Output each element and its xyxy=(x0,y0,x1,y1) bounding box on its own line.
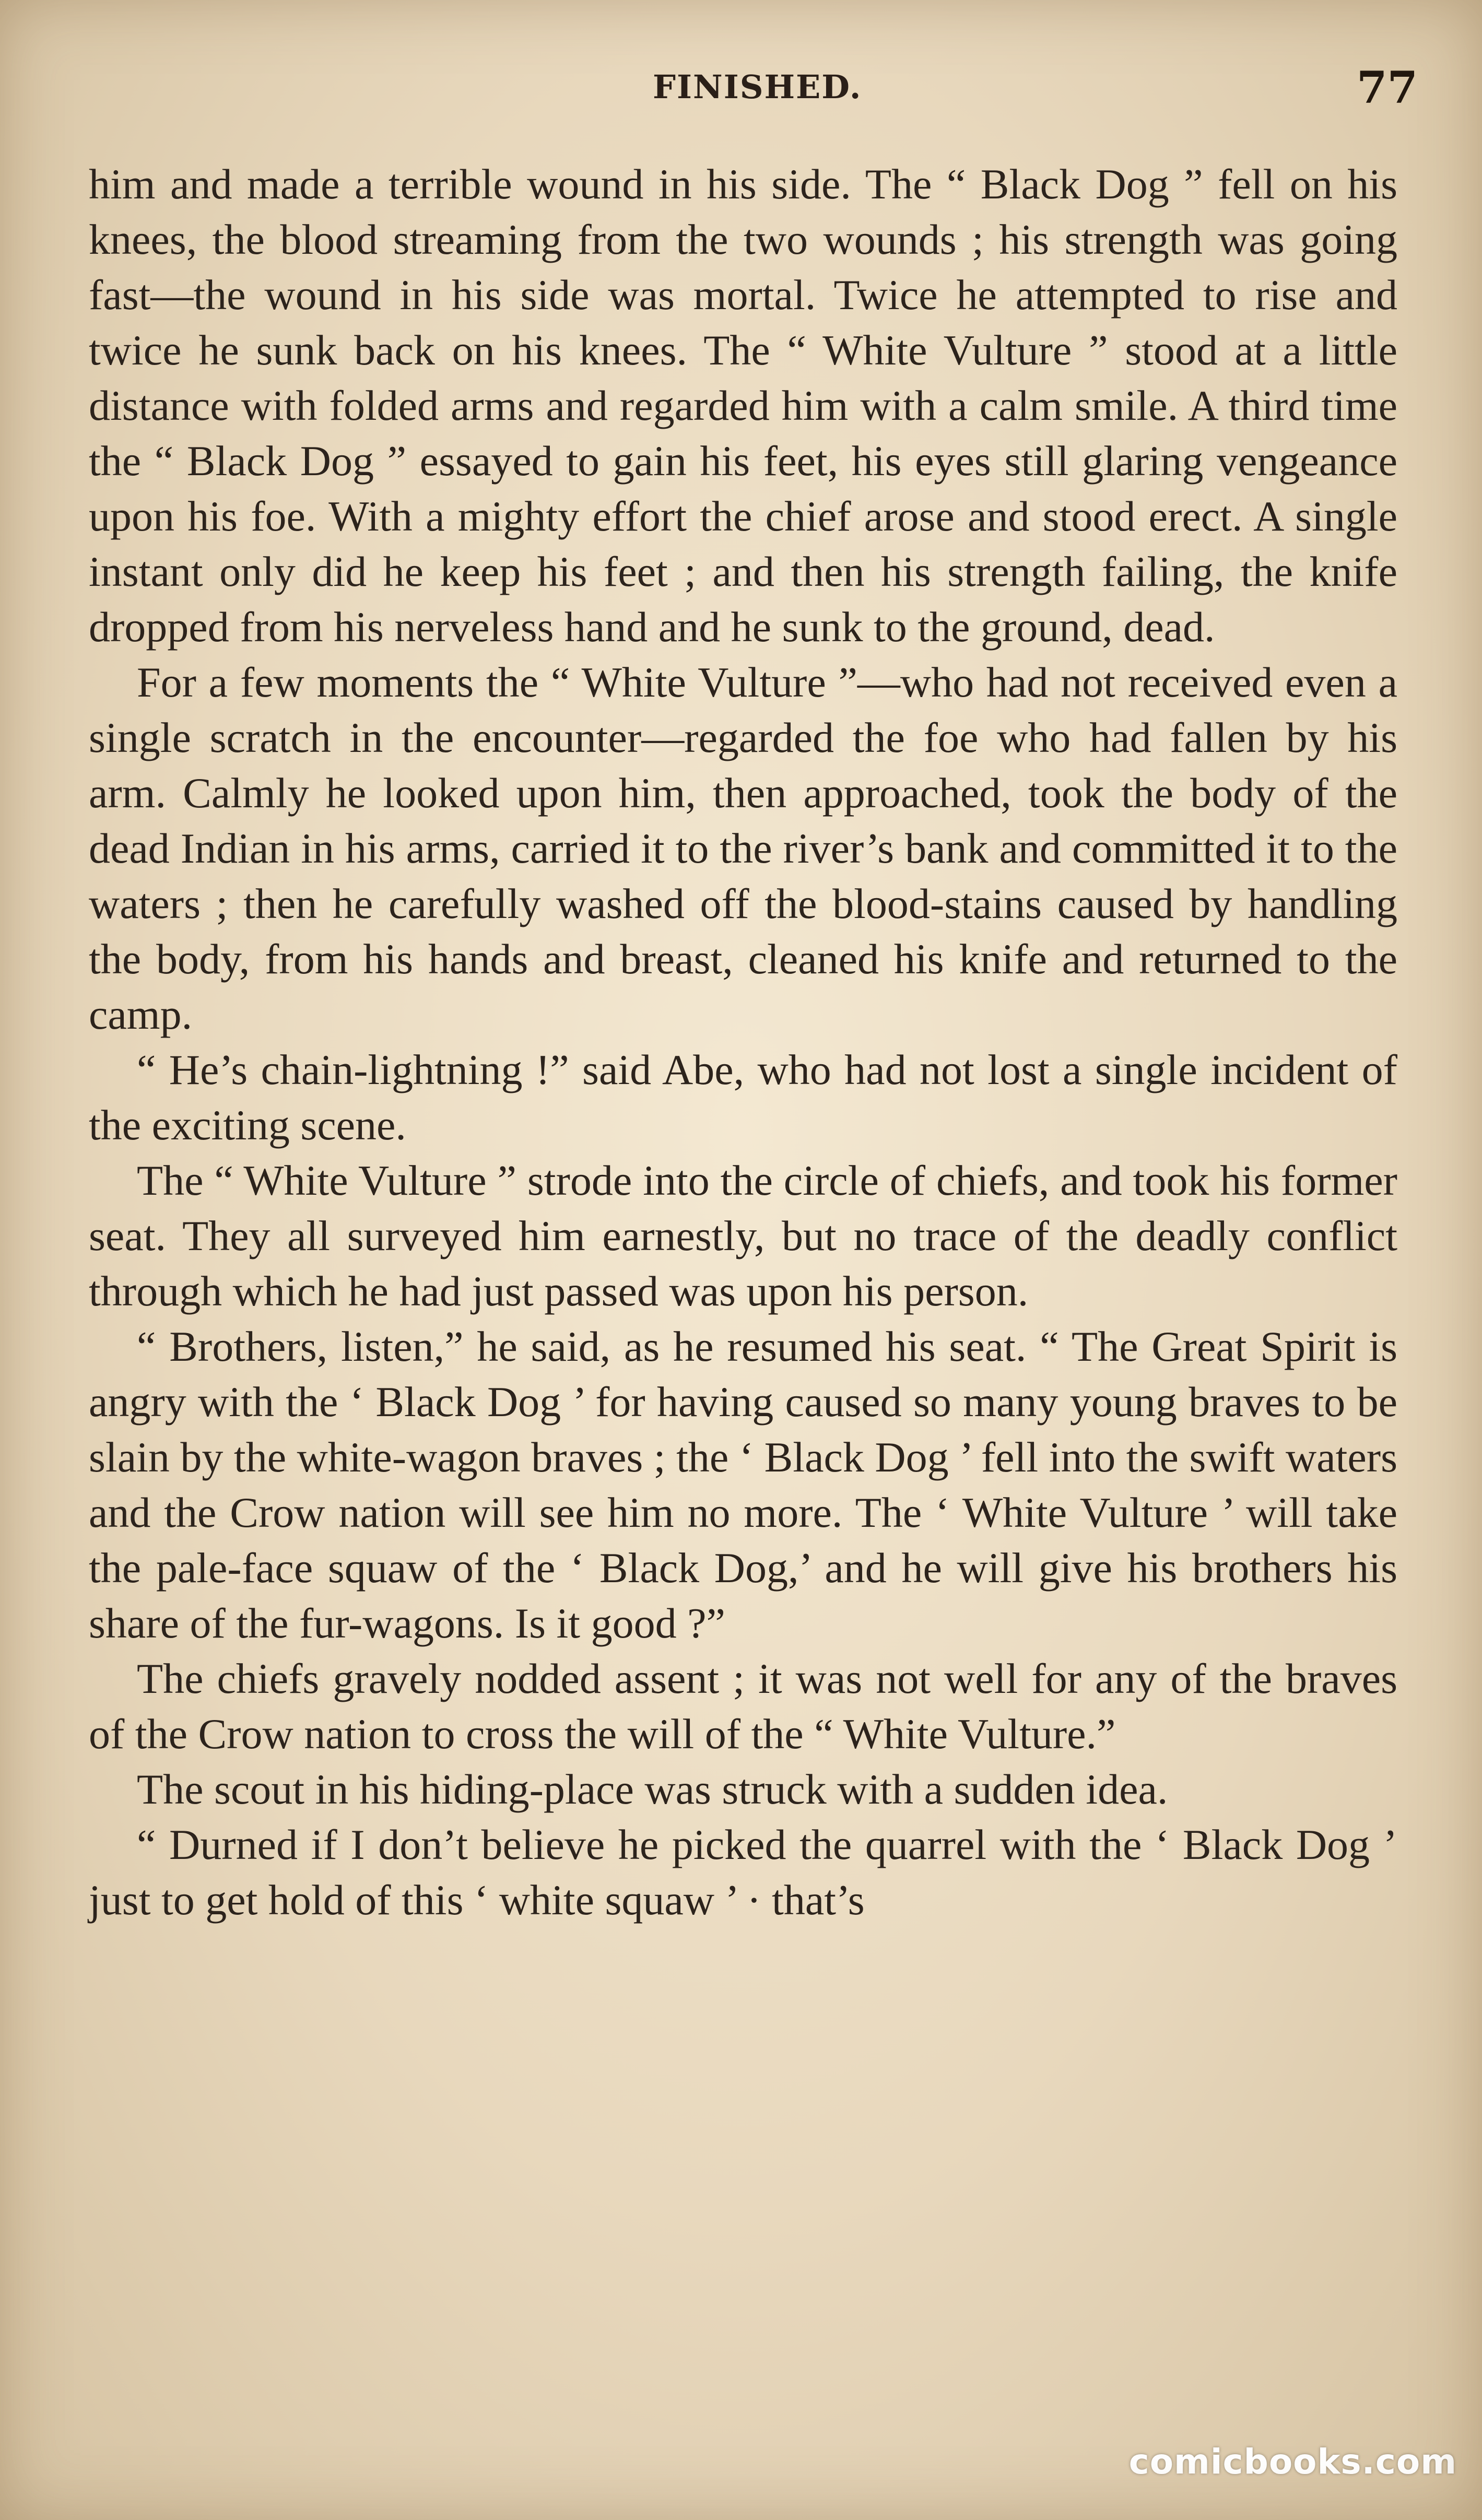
paragraph: The “ White Vulture ” strode into the circle of chiefs, and took his former seat. They all surveyed him earnestly, but no trace of the deadly conflict through which he had just passed was upon his person. xyxy=(89,1157,1397,1315)
page-number: 77 xyxy=(1357,62,1418,113)
watermark: comicbooks.com xyxy=(1128,2442,1457,2482)
paragraph: The scout in his hiding-place was struck with a sudden idea. xyxy=(137,1765,1168,1813)
running-title: FINISHED. xyxy=(653,68,862,106)
paragraph: For a few moments the “ White Vulture ”—who had not received even a single scratch in the encounter—regarded the foe who had fallen by his arm. Calmly he looked upon him, then approached, took the body of the dead Indian in his arms, carried it to the river’s bank and committed it to the waters ; then he carefully washed off the blood-stains caused by handling the body, from his hands and breast, cleaned his knife and returned to the camp. xyxy=(89,658,1397,1038)
paragraph: “ He’s chain-lightning !” said Abe, who had not lost a single incident of the exciting scene. xyxy=(89,1046,1397,1149)
paragraph: The chiefs gravely nodded assent ; it was not well for any of the braves of the Crow nation to cross the will of the “ White Vulture.” xyxy=(89,1655,1397,1758)
paragraph: him and made a terrible wound in his side. The “ Black Dog ” fell on his knees, the blood streaming from the two wounds ; his strength was going fast—the wound in his side was mortal. Twice he attempted to rise and twice he sunk back on his knees. The “ White Vulture ” stood at a little distance with folded arms and regarded him with a calm smile. A third time the “ Black Dog ” essayed to gain his feet, his eyes still glaring vengeance upon his foe. With a mighty effort the chief arose and stood erect. A single instant only did he keep his feet ; and then his strength failing, the knife dropped from his nerveless hand and he sunk to the ground, dead. xyxy=(89,160,1397,651)
body-text xyxy=(89,157,1397,1928)
running-head xyxy=(0,62,1482,119)
paragraph: “ Durned if I don’t believe he picked the quarrel with the ‘ Black Dog ’ just to get hold of this ‘ white squaw ’ · that’s xyxy=(89,1821,1397,1924)
paragraph: “ Brothers, listen,” he said, as he resumed his seat. “ The Great Spirit is angry with the ‘ Black Dog ’ for having caused so many young braves to be slain by the white-wagon braves ; the ‘ Black Dog ’ fell into the swift waters and the Crow nation will see him no more. The ‘ White Vulture ’ will take the pale-face squaw of the ‘ Black Dog,’ and he will give his brothers his share of the fur-wagons. Is it good ?” xyxy=(89,1323,1397,1647)
